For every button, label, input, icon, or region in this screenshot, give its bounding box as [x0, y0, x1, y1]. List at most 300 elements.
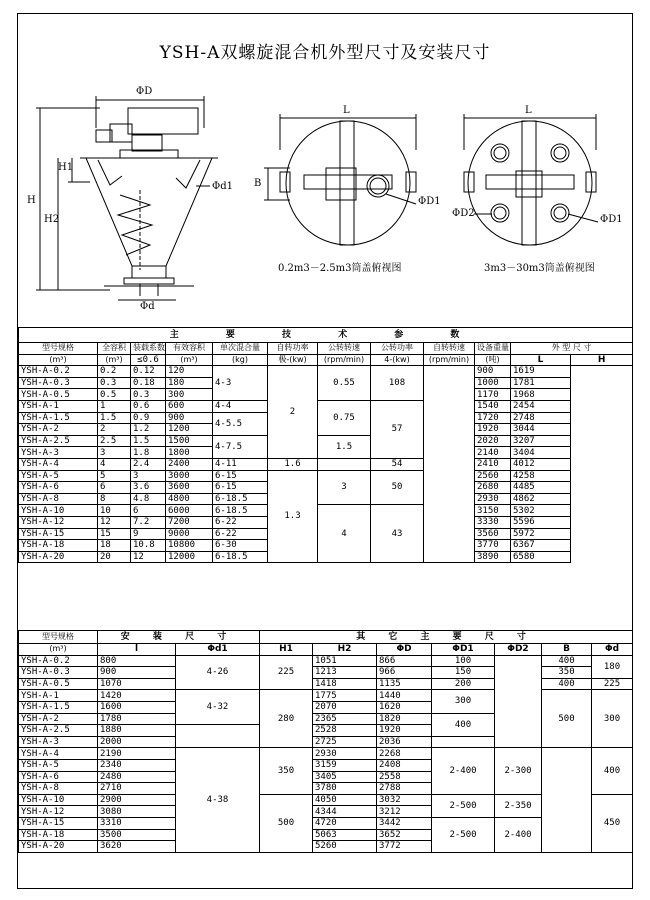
model-cell: YSH-A-8	[19, 493, 98, 505]
L-cell: 3890	[475, 551, 511, 563]
l-cell: 1070	[98, 678, 176, 690]
eff-volume-cell: 12	[131, 551, 166, 563]
model-cell: YSH-A-6	[19, 771, 98, 783]
D-cell: 3032	[377, 794, 432, 806]
mix-cell: 1500	[166, 435, 213, 447]
D1-cell: 200	[432, 678, 495, 690]
rev-power-cell: 4	[318, 505, 371, 563]
unit-eff: (m³)	[166, 354, 213, 366]
t2-sub-B: B	[542, 644, 592, 656]
t2-th-install: 安 装 尺 寸	[98, 631, 260, 644]
model-cell: YSH-A-5	[19, 470, 98, 482]
l-cell: 3080	[98, 806, 176, 818]
label-phiD2: ΦD2	[452, 208, 475, 219]
model-cell: YSH-A-1.5	[19, 701, 98, 713]
eff-volume-cell: 0.9	[131, 412, 166, 424]
rev-power-cell: 1.5	[318, 435, 371, 458]
motor-body	[128, 108, 198, 134]
unit-rev-speed: (rpm/min)	[318, 354, 371, 366]
H2-cell: 4720	[313, 817, 377, 829]
model-cell: YSH-A-12	[19, 516, 98, 528]
model-cell: YSH-A-15	[19, 528, 98, 540]
d1-cell: 4-26	[176, 655, 260, 690]
t2-sub-H1: H1	[260, 644, 313, 656]
caption-large-view: 3m3－30m3筒盖俯视图	[484, 263, 595, 274]
volume-cell: 1	[98, 400, 131, 412]
unit-L: L	[511, 354, 571, 366]
th-effective-volume: 有效容积	[166, 343, 213, 355]
H-cell: 4258	[511, 470, 571, 482]
volume-cell: 2.5	[98, 435, 131, 447]
t2-sub-d1: Φd1	[176, 644, 260, 656]
H2-cell: 2528	[313, 725, 377, 737]
mix-cell: 3000	[166, 470, 213, 482]
table-row	[19, 366, 633, 378]
t2-sub-dd: Φd	[592, 644, 633, 656]
table-row	[19, 817, 633, 829]
D-cell: 3442	[377, 817, 432, 829]
volume-cell: 5	[98, 470, 131, 482]
l-cell: 2900	[98, 794, 176, 806]
H-cell: 4485	[511, 482, 571, 494]
mix-cell: 4800	[166, 493, 213, 505]
L-cell: 3560	[475, 528, 511, 540]
D-cell: 2036	[377, 736, 432, 748]
self-speed-cell: 57	[371, 400, 424, 458]
volume-cell: 6	[98, 482, 131, 494]
volume-cell: 10	[98, 505, 131, 517]
empty-cell	[542, 748, 592, 852]
unit-volume: (m³)	[98, 354, 131, 366]
model-cell: YSH-A-2.5	[19, 435, 98, 447]
H-cell: 6580	[511, 551, 571, 563]
t2-sub-D1: ΦD1	[432, 644, 495, 656]
table-row	[19, 794, 633, 806]
self-power-cell: 6-15	[213, 470, 268, 482]
empty-cell	[495, 655, 542, 748]
self-speed-cell: 50	[371, 470, 424, 505]
H2-cell: 3159	[313, 759, 377, 771]
model-cell: YSH-A-0.3	[19, 667, 98, 679]
t2-th-other: 其 它 主 要 尺 寸	[260, 631, 633, 644]
D-cell: 3652	[377, 829, 432, 841]
model-cell: YSH-A-6	[19, 482, 98, 494]
t2-unit: (m³)	[19, 644, 98, 656]
volume-cell: 18	[98, 540, 131, 552]
weight-cell	[424, 366, 475, 563]
l-cell: 2000	[98, 736, 176, 748]
mix-cell: 1800	[166, 447, 213, 459]
mix-cell: 3600	[166, 482, 213, 494]
H2-cell: 1418	[313, 678, 377, 690]
H-cell: 4012	[511, 458, 571, 470]
th-outline: 外 型 尺 寸	[511, 343, 633, 355]
gear-housing	[110, 124, 132, 142]
self-power-cell: 6-30	[213, 540, 268, 552]
H2-cell: 5063	[313, 829, 377, 841]
model-cell: YSH-A-0.2	[19, 366, 98, 378]
H2-cell: 1775	[313, 690, 377, 702]
D-cell: 3212	[377, 806, 432, 818]
t2-sub-D2: ΦD2	[495, 644, 542, 656]
label-phid1: Φd1	[212, 181, 233, 192]
load-factor-value: ≤0.6	[131, 354, 166, 366]
volume-cell: 0.2	[98, 366, 131, 378]
l-cell: 800	[98, 655, 176, 667]
eff-volume-cell: 0.6	[131, 400, 166, 412]
model-cell: YSH-A-1	[19, 690, 98, 702]
H-cell: 3044	[511, 424, 571, 436]
model-cell: YSH-A-0.5	[19, 389, 98, 401]
H-cell: 5302	[511, 505, 571, 517]
D-cell: 1440	[377, 690, 432, 702]
self-power-cell: 6-22	[213, 528, 268, 540]
D-cell: 966	[377, 667, 432, 679]
l-cell: 2480	[98, 771, 176, 783]
D1-cell: 300	[432, 690, 495, 713]
eff-volume-cell: 10.8	[131, 540, 166, 552]
H-cell: 2748	[511, 412, 571, 424]
H2-cell: 2365	[313, 713, 377, 725]
empty-cell	[318, 458, 371, 470]
table-row	[19, 655, 633, 667]
D-cell: 3772	[377, 841, 432, 853]
l-cell: 2710	[98, 783, 176, 795]
table-row	[19, 505, 633, 517]
l-cell: 1420	[98, 690, 176, 702]
mix-cell: 300	[166, 389, 213, 401]
rev-power-cell: 0.75	[318, 400, 371, 435]
model-cell: YSH-A-10	[19, 794, 98, 806]
label-phiD: ΦD	[136, 86, 153, 97]
self-power-cell: 4-3	[213, 366, 268, 401]
H2-cell: 2930	[313, 748, 377, 760]
H1-cell: 350	[260, 748, 313, 794]
model-cell: YSH-A-2	[19, 424, 98, 436]
rev-power-cell: 0.55	[318, 366, 371, 401]
L-cell: 3770	[475, 540, 511, 552]
l-cell: 3620	[98, 841, 176, 853]
unit-mix: (kg)	[213, 354, 268, 366]
empty-cell	[432, 736, 495, 748]
model-cell: YSH-A-2.5	[19, 725, 98, 737]
L-cell: 1720	[475, 412, 511, 424]
H-cell: 3404	[511, 447, 571, 459]
D-cell: 1620	[377, 701, 432, 713]
model-cell: YSH-A-3	[19, 447, 98, 459]
table-row	[19, 458, 633, 470]
unit-H: H	[571, 354, 633, 366]
model-cell: YSH-A-18	[19, 540, 98, 552]
dd-cell: 300	[592, 690, 633, 748]
H2-cell: 3405	[313, 771, 377, 783]
mix-cell: 7200	[166, 516, 213, 528]
volume-cell: 3	[98, 447, 131, 459]
l-cell: 1780	[98, 713, 176, 725]
model-cell: YSH-A-10	[19, 505, 98, 517]
eff-volume-cell: 7.2	[131, 516, 166, 528]
mix-cell: 900	[166, 412, 213, 424]
th-rev-speed: 公转转速	[318, 343, 371, 355]
D1-cell: 100	[432, 655, 495, 667]
unit-rev-power: 4-(kw)	[371, 354, 424, 366]
H2-cell: 1213	[313, 667, 377, 679]
H-cell: 5596	[511, 516, 571, 528]
L-cell: 900	[475, 366, 511, 378]
dd-cell: 225	[592, 678, 633, 690]
D-cell: 866	[377, 655, 432, 667]
H-cell: 2454	[511, 400, 571, 412]
H-cell: 3207	[511, 435, 571, 447]
mix-cell: 1200	[166, 424, 213, 436]
eff-volume-cell: 1.5	[131, 435, 166, 447]
eff-volume-cell: 4.8	[131, 493, 166, 505]
label-phid: Φd	[140, 301, 155, 312]
model-cell: YSH-A-0.3	[19, 377, 98, 389]
volume-cell: 4	[98, 458, 131, 470]
dd-cell: 400	[592, 748, 633, 794]
D-cell: 1820	[377, 713, 432, 725]
d1-cell: 4-32	[176, 690, 260, 725]
model-cell: YSH-A-8	[19, 783, 98, 795]
label-H2: H2	[44, 214, 60, 225]
eff-volume-cell: 2.4	[131, 458, 166, 470]
model-cell: YSH-A-0.2	[19, 655, 98, 667]
model-cell: YSH-A-0.5	[19, 678, 98, 690]
L-cell: 2930	[475, 493, 511, 505]
mix-cell: 9000	[166, 528, 213, 540]
label-phiD1-large: ΦD1	[600, 214, 623, 225]
rev-speed-cell: 2	[268, 366, 318, 459]
L-cell: 3330	[475, 516, 511, 528]
D1-cell: 2-400	[432, 748, 495, 794]
label-L-small: L	[343, 105, 350, 116]
H-cell: 6367	[511, 540, 571, 552]
H-cell: 1781	[511, 377, 571, 389]
model-cell: YSH-A-2	[19, 713, 98, 725]
D-cell: 2268	[377, 748, 432, 760]
H-cell: 1619	[511, 366, 571, 378]
label-L-large: L	[525, 105, 532, 116]
th-self-power: 自转功率	[268, 343, 318, 355]
H2-cell: 3780	[313, 783, 377, 795]
t2-sub-l: l	[98, 644, 176, 656]
D1-cell: 150	[432, 667, 495, 679]
volume-cell: 0.3	[98, 377, 131, 389]
empty-cell	[176, 725, 260, 748]
volume-cell: 2	[98, 424, 131, 436]
table-row	[19, 470, 633, 482]
th-mix-amount: 单次混合量	[213, 343, 268, 355]
H1-cell: 500	[260, 794, 313, 852]
mix-cell: 10800	[166, 540, 213, 552]
H2-cell: 5260	[313, 841, 377, 853]
volume-cell: 1.5	[98, 412, 131, 424]
t2-th-model: 型号规格	[19, 631, 98, 644]
model-cell: YSH-A-5	[19, 759, 98, 771]
l-cell: 3310	[98, 817, 176, 829]
side-view	[36, 96, 218, 300]
label-phiD1-small: ΦD1	[418, 196, 441, 207]
H2-cell: 4344	[313, 806, 377, 818]
L-cell: 2140	[475, 447, 511, 459]
dd-cell: 180	[592, 655, 633, 678]
unit-weight: (吨)	[475, 354, 511, 366]
volume-cell: 15	[98, 528, 131, 540]
l-cell: 2190	[98, 748, 176, 760]
model-cell: YSH-A-15	[19, 817, 98, 829]
L-cell: 2410	[475, 458, 511, 470]
th-self-speed: 自转转速	[424, 343, 475, 355]
eff-volume-cell: 1.8	[131, 447, 166, 459]
D1-cell: 2-500	[432, 817, 495, 852]
H1-cell: 225	[260, 655, 313, 690]
rev-speed-cell: 1.3	[268, 470, 318, 563]
self-power-cell: 6-22	[213, 516, 268, 528]
table-row	[19, 748, 633, 760]
l-cell: 2340	[98, 759, 176, 771]
unit-self-speed: (rpm/min)	[424, 354, 475, 366]
L-cell: 1000	[475, 377, 511, 389]
eff-volume-cell: 3	[131, 470, 166, 482]
D-cell: 1135	[377, 678, 432, 690]
D2-cell: 2-300	[495, 748, 542, 794]
self-speed-cell: 43	[371, 505, 424, 563]
B-cell: 400	[542, 678, 592, 690]
D-cell: 2558	[377, 771, 432, 783]
H1-cell: 280	[260, 690, 313, 748]
label-H1: H1	[58, 162, 74, 173]
eff-volume-cell: 3.6	[131, 482, 166, 494]
B-cell: 350	[542, 667, 592, 679]
top-view-small	[264, 114, 416, 245]
eff-volume-cell: 0.18	[131, 377, 166, 389]
model-cell: YSH-A-12	[19, 806, 98, 818]
self-power-cell: 4-5.5	[213, 412, 268, 435]
volume-cell: 20	[98, 551, 131, 563]
L-cell: 3150	[475, 505, 511, 517]
self-power-cell: 6-18.5	[213, 493, 268, 505]
self-power-cell: 4-4	[213, 400, 268, 412]
d1-cell: 4-38	[176, 748, 260, 852]
L-cell: 2560	[475, 470, 511, 482]
model-cell: YSH-A-1	[19, 400, 98, 412]
mix-cell: 600	[166, 400, 213, 412]
model-cell: YSH-A-4	[19, 458, 98, 470]
label-H: H	[27, 195, 36, 206]
L-cell: 2680	[475, 482, 511, 494]
l-cell: 1880	[98, 725, 176, 737]
mix-cell: 180	[166, 377, 213, 389]
mix-cell: 6000	[166, 505, 213, 517]
eff-volume-cell: 0.3	[131, 389, 166, 401]
install-dims-table	[18, 630, 633, 853]
volume-cell: 0.5	[98, 389, 131, 401]
th-model: 型号规格	[19, 343, 98, 355]
eff-volume-cell: 6	[131, 505, 166, 517]
volume-cell: 12	[98, 516, 131, 528]
B-cell: 400	[542, 655, 592, 667]
D2-cell: 2-350	[495, 794, 542, 817]
self-power-cell: 6-15	[213, 482, 268, 494]
table-row	[19, 400, 633, 412]
H2-cell: 4050	[313, 794, 377, 806]
D-cell: 2788	[377, 783, 432, 795]
self-power-cell: 6-18.5	[213, 505, 268, 517]
rev-power-cell: 3	[318, 470, 371, 505]
th-rev-power: 公转功率	[371, 343, 424, 355]
L-cell: 1920	[475, 424, 511, 436]
self-power-cell: 6-18.5	[213, 551, 268, 563]
mix-cell: 2400	[166, 458, 213, 470]
model-cell: YSH-A-20	[19, 551, 98, 563]
th-load-factor: 装载系数	[131, 343, 166, 355]
H2-cell: 1051	[313, 655, 377, 667]
volume-cell: 8	[98, 493, 131, 505]
B-cell: 500	[542, 690, 592, 748]
L-cell: 1540	[475, 400, 511, 412]
eff-volume-cell: 1.2	[131, 424, 166, 436]
table-row	[19, 435, 633, 447]
H-cell: 1968	[511, 389, 571, 401]
caption-small-view: 0.2m3－2.5m3筒盖俯视图	[278, 263, 402, 274]
D1-cell: 2-500	[432, 794, 495, 817]
th-weight: 设备重量	[475, 343, 511, 355]
L-cell: 2020	[475, 435, 511, 447]
H2-cell: 2070	[313, 701, 377, 713]
self-power-cell: 4-7.5	[213, 435, 268, 458]
label-B: B	[254, 178, 262, 189]
dd-cell: 450	[592, 794, 633, 852]
manhole-square	[326, 168, 356, 200]
H2-cell: 2725	[313, 736, 377, 748]
self-speed-cell: 108	[371, 366, 424, 401]
mix-cell: 12000	[166, 551, 213, 563]
l-cell: 3500	[98, 829, 176, 841]
mix-cell: 120	[166, 366, 213, 378]
l-cell: 900	[98, 667, 176, 679]
D-cell: 1920	[377, 725, 432, 737]
table1-banner: 主 要 技 术 参 数	[19, 328, 633, 343]
D2-cell: 2-400	[495, 817, 542, 852]
unit-model: (m³)	[19, 354, 98, 366]
eff-volume-cell: 0.12	[131, 366, 166, 378]
unit-self-power: 极-(kw)	[268, 354, 318, 366]
D-cell: 2408	[377, 759, 432, 771]
t2-sub-H2: H2	[313, 644, 377, 656]
eff-volume-cell: 9	[131, 528, 166, 540]
rev-speed-cell: 1.6	[268, 458, 318, 470]
th-volume: 全容积	[98, 343, 131, 355]
top-view-large	[464, 114, 598, 245]
self-power-cell: 4-11	[213, 458, 268, 470]
technical-drawing	[0, 0, 650, 330]
model-cell: YSH-A-20	[19, 841, 98, 853]
model-cell: YSH-A-4	[19, 748, 98, 760]
D1-cell: 400	[432, 713, 495, 736]
H-cell: 4862	[511, 493, 571, 505]
model-cell: YSH-A-3	[19, 736, 98, 748]
H-cell: 5972	[511, 528, 571, 540]
l-cell: 1600	[98, 701, 176, 713]
model-cell: YSH-A-1.5	[19, 412, 98, 424]
tech-params-table	[18, 327, 633, 563]
self-speed-cell: 54	[371, 458, 424, 470]
L-cell: 1170	[475, 389, 511, 401]
page-title: YSH-A双螺旋混合机外型尺寸及安装尺寸	[159, 43, 491, 63]
t2-sub-D: ΦD	[377, 644, 432, 656]
model-cell: YSH-A-18	[19, 829, 98, 841]
